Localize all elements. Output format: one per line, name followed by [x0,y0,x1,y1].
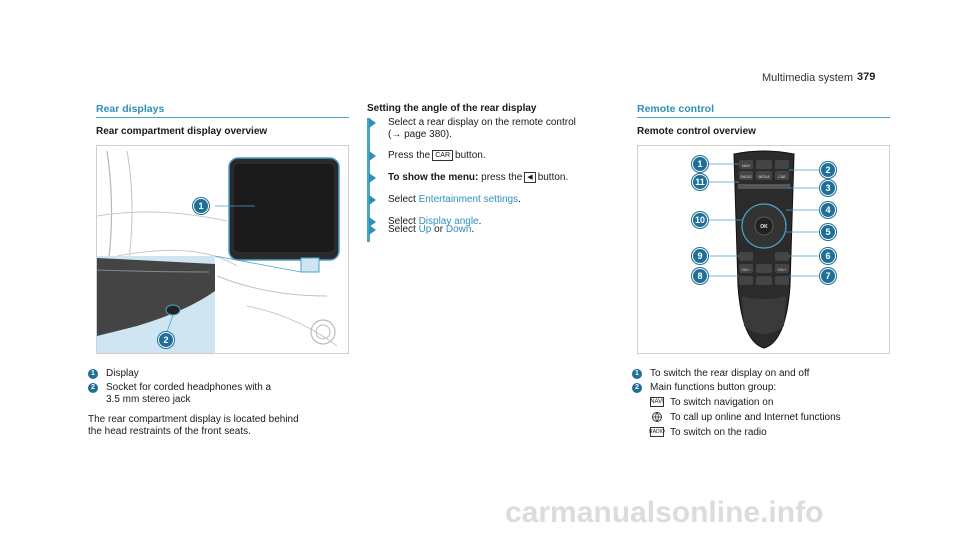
page-number: 379 [857,71,876,83]
section-rule [96,117,349,118]
subsection-title-remote-overview: Remote control overview [637,126,756,137]
remote-label-vol-minus: VOL− [741,268,751,272]
display-legend [88,368,350,438]
callout-1-display: 1 [193,198,209,214]
callout-2-socket: 2 [158,332,174,348]
remote-control-figure [637,145,890,354]
radio-icon: RADIO [649,429,665,435]
step-6 [367,224,474,236]
legend-number-1: 1 [88,369,98,379]
section-rule [637,117,890,118]
menu-item-display-angle: Display angle [418,216,479,227]
legend-number-1: 1 [632,369,642,379]
step-6-mid: or [434,224,444,235]
display-description [88,414,350,438]
step-1-text-l2[interactable]: (→ page 380). [388,129,452,140]
navi-icon: NAVI [650,399,664,405]
step-arrow-icon [369,225,376,235]
subsection-title-display-overview: Rear compartment display overview [96,126,268,137]
step-arrow-icon [369,195,376,205]
callout-8: 8 [692,268,708,284]
remote-label-car: CAR [778,175,786,179]
step-3-bold: To show the menu: [388,172,479,184]
description-line-2: the head restraints of the front seats. [88,426,251,437]
callout-3: 3 [820,180,836,196]
step-2-pre: Press the [388,150,431,162]
step-6-post: . [471,224,475,235]
callout-2: 2 [820,162,836,178]
remote-label-nav: NAVI [742,164,750,168]
remote-subitem-navi-text: To switch navigation on [670,397,774,408]
remote-subitem-radio-text: To switch on the radio [670,427,767,438]
legend-item-2 [88,382,350,406]
step-3-mid: press the [481,172,523,184]
remote-legend-text-2: Main functions button group: [650,382,777,393]
callout-5: 5 [820,224,836,240]
remote-label-vol-plus: VOL+ [777,268,787,272]
step-arrow-icon [369,118,376,128]
remote-legend-item-2 [632,382,894,394]
step-2-post: button. [455,150,486,162]
remote-legend-text-1: To switch the rear display on and off [650,368,810,379]
description-line-1: The rear compartment display is located behind [88,414,299,425]
step-6-pre: Select [388,224,416,235]
subsection-title-angle: Setting the angle of the rear display [367,103,537,114]
remote-subitem-online [632,412,894,424]
rear-display-illustration [97,146,349,354]
step-1-text-l1: Select a rear display on the remote control [388,117,576,128]
step-arrow-icon [369,151,376,161]
callout-7: 7 [820,268,836,284]
menu-item-down: Down [445,224,472,235]
step-3 [367,172,568,184]
legend-text-display: Display [106,368,139,379]
step-5-post: . [478,216,482,227]
online-globe-icon [650,412,664,422]
step-2 [367,150,486,162]
callout-6: 6 [820,248,836,264]
callout-4: 4 [820,202,836,218]
remote-legend [632,368,894,439]
step-4 [367,194,521,206]
remote-label-radio: RADIO [740,175,752,179]
step-3-post: button. [537,172,569,184]
section-title-remote-control: Remote control [637,103,715,115]
callout-1-power: 1 [692,156,708,172]
remote-label-ok: OK [760,224,768,230]
remote-label-media: MEDIA [758,175,770,179]
remote-control-illustration [638,146,890,354]
callout-9: 9 [692,248,708,264]
step-1 [367,117,576,141]
step-4-pre: Select [388,194,416,205]
car-button-glyph: CAR [432,150,453,161]
remote-subitem-radio [632,427,894,439]
step-arrow-icon [369,173,376,183]
legend-number-2: 2 [88,383,98,393]
back-button-glyph: ◀ [524,172,535,183]
menu-item-entertainment-settings: Entertainment settings [418,194,519,205]
remote-subitem-online-text: To call up online and Internet functions [670,412,841,423]
rear-display-figure [96,145,349,354]
step-4-post: . [518,194,521,205]
legend-text-socket-l2: 3.5 mm stereo jack [106,394,191,405]
remote-subitem-navi [632,397,894,409]
step-5-pre: Select [388,216,416,227]
legend-number-2: 2 [632,383,642,393]
section-title-rear-displays: Rear displays [96,103,165,115]
callout-10: 10 [692,212,708,228]
watermark: carmanualsonline.info [505,496,824,529]
remote-legend-item-1 [632,368,894,380]
legend-item-1 [88,368,350,380]
running-header: Multimedia system [762,72,854,84]
callout-11: 11 [692,174,708,190]
legend-text-socket-l1: Socket for corded headphones with a [106,382,272,393]
menu-item-up: Up [418,224,432,235]
